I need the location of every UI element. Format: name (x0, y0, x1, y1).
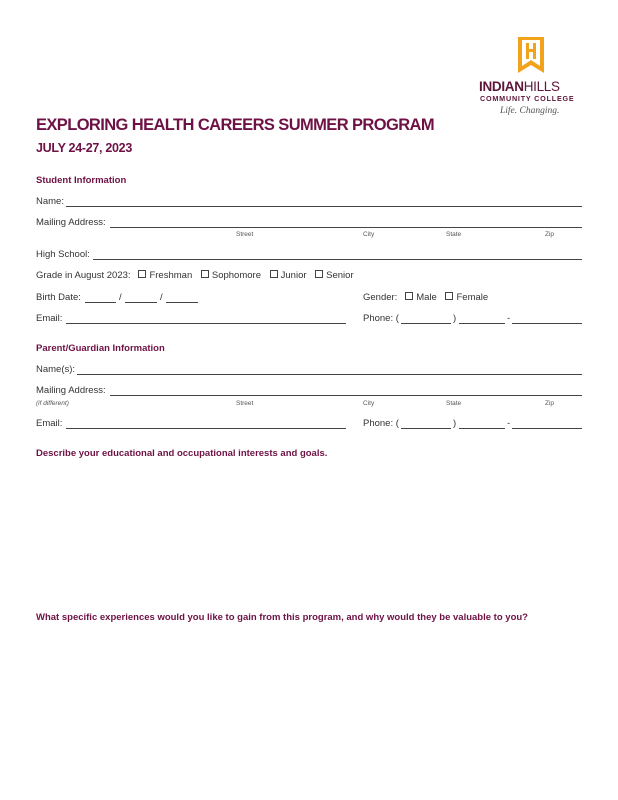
parent-phone-area-field[interactable] (401, 428, 451, 429)
grade-label: Grade in August 2023: (36, 270, 131, 281)
student-email-label: Email: (36, 313, 63, 324)
parent-names-field[interactable] (77, 374, 582, 375)
grade-option-junior[interactable]: Junior (270, 270, 307, 281)
answer-area-experiences[interactable] (36, 630, 582, 780)
grade-option-freshman[interactable]: Freshman (138, 270, 192, 281)
student-email-field[interactable] (66, 323, 346, 324)
if-different-caption: (if different) (36, 400, 69, 407)
parent-phone-label: Phone: ( (363, 418, 399, 429)
parent-phone-prefix-field[interactable] (459, 428, 505, 429)
parent-email-field[interactable] (66, 428, 346, 429)
parent-mailing-label: Mailing Address: (36, 385, 106, 396)
student-phone-line-field[interactable] (512, 323, 582, 324)
checkbox-icon (405, 292, 413, 300)
gender-row (363, 292, 494, 303)
checkbox-icon (201, 270, 209, 278)
student-phone-label: Phone: ( (363, 313, 399, 324)
birth-day-field[interactable] (125, 302, 157, 303)
student-phone-area-field[interactable] (401, 323, 451, 324)
student-mailing-field[interactable] (110, 227, 582, 228)
parent-email-label: Email: (36, 418, 63, 429)
grade-row (36, 270, 360, 281)
logo-college-text: COMMUNITY COLLEGE (480, 94, 575, 103)
parent-mailing-field[interactable] (110, 395, 582, 396)
high-school-label: High School: (36, 249, 90, 260)
checkbox-icon (445, 292, 453, 300)
page-title: EXPLORING HEALTH CAREERS SUMMER PROGRAM (36, 116, 434, 134)
parent-phone-line-field[interactable] (512, 428, 582, 429)
parent-city-caption: City (363, 400, 375, 407)
grade-option-sophomore[interactable]: Sophomore (201, 270, 261, 281)
parent-info-heading: Parent/Guardian Information (36, 343, 165, 354)
checkbox-icon (270, 270, 278, 278)
page-subtitle: JULY 24-27, 2023 (36, 141, 132, 155)
birth-month-field[interactable] (85, 302, 116, 303)
gender-label: Gender: (363, 292, 398, 303)
gender-option-male[interactable]: Male (405, 292, 437, 303)
gender-option-female[interactable]: Female (445, 292, 488, 303)
high-school-field[interactable] (93, 259, 582, 260)
answer-area-interests[interactable] (36, 466, 582, 596)
question-interests-goals: Describe your educational and occupational interests and goals. (36, 448, 328, 459)
birth-date-label: Birth Date: (36, 292, 81, 303)
checkbox-icon (138, 270, 146, 278)
logo-wordmark: INDIANHILLS (479, 79, 560, 94)
student-info-heading: Student Information (36, 175, 127, 186)
parent-state-caption: State (446, 400, 462, 407)
student-name-label: Name: (36, 196, 64, 207)
student-phone-prefix-field[interactable] (459, 323, 505, 324)
student-name-field[interactable] (66, 206, 582, 207)
parent-street-caption: Street (236, 400, 254, 407)
student-street-caption: Street (236, 231, 254, 238)
question-experiences: What specific experiences would you like to gain from this program, and why would they be valuable to you? (36, 612, 528, 623)
student-city-caption: City (363, 231, 375, 238)
college-logo-icon (516, 35, 546, 75)
parent-names-label: Name(s): (36, 364, 76, 375)
logo-tagline: Life. Changing. (500, 106, 560, 116)
student-mailing-label: Mailing Address: (36, 217, 106, 228)
birth-year-field[interactable] (166, 302, 198, 303)
checkbox-icon (315, 270, 323, 278)
grade-option-senior[interactable]: Senior (315, 270, 353, 281)
student-zip-caption: Zip (545, 231, 555, 238)
student-state-caption: State (446, 231, 462, 238)
parent-zip-caption: Zip (545, 400, 555, 407)
